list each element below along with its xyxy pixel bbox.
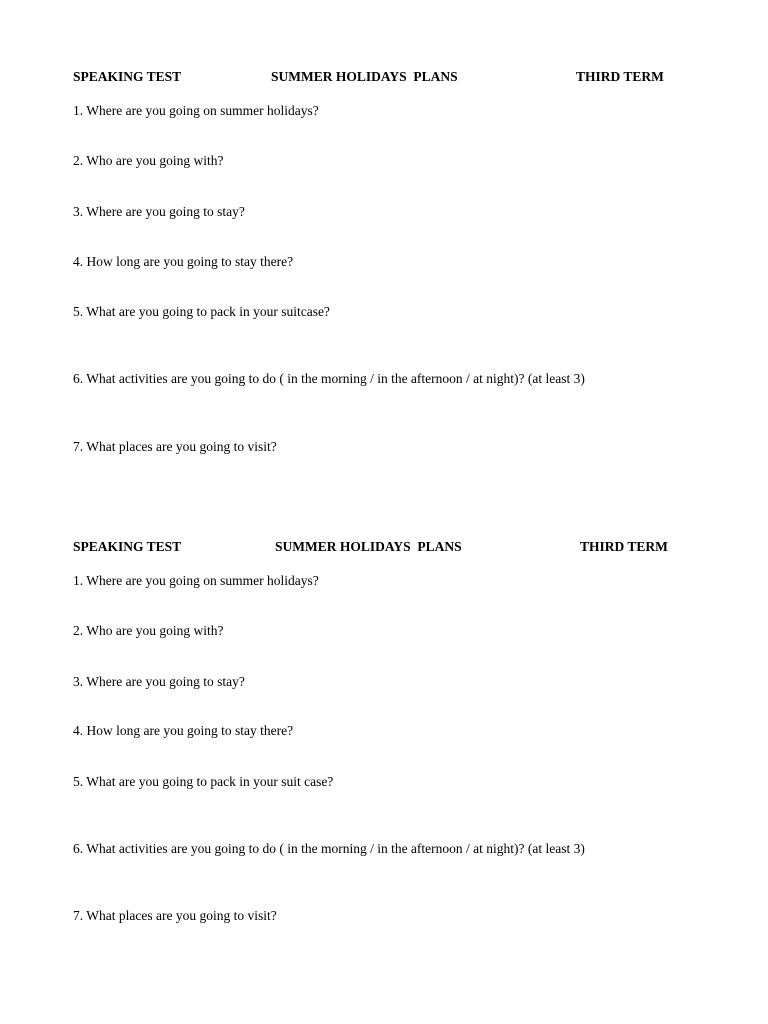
question-3: 3. Where are you going to stay? [73, 204, 245, 219]
question-7: 7. What places are you going to visit? [73, 908, 277, 923]
question-5: 5. What are you going to pack in your suitcase? [73, 304, 330, 319]
header-right: THIRD TERM [580, 539, 668, 554]
question-5: 5. What are you going to pack in your suit case? [73, 774, 334, 789]
question-2: 2. Who are you going with? [73, 153, 224, 168]
question-4: 4. How long are you going to stay there? [73, 723, 294, 738]
header-center-title: SUMMER HOLIDAYS PLANS [275, 539, 462, 554]
header-left: SPEAKING TEST [73, 539, 182, 554]
question-4: 4. How long are you going to stay there? [73, 254, 294, 269]
question-2: 2. Who are you going with? [73, 623, 224, 638]
header-center-title: SUMMER HOLIDAYS PLANS [271, 69, 458, 84]
header-left: SPEAKING TEST [73, 69, 182, 84]
question-6: 6. What activities are you going to do ( in the morning / in the afternoon / at night)? (at least 3) [73, 841, 585, 856]
question-7: 7. What places are you going to visit? [73, 439, 277, 454]
question-6: 6. What activities are you going to do ( in the morning / in the afternoon / at night)? (at least 3) [73, 371, 585, 386]
header-right: THIRD TERM [576, 69, 664, 84]
question-1: 1. Where are you going on summer holidays? [73, 573, 319, 588]
question-3: 3. Where are you going to stay? [73, 674, 245, 689]
question-1: 1. Where are you going on summer holidays? [73, 103, 319, 118]
